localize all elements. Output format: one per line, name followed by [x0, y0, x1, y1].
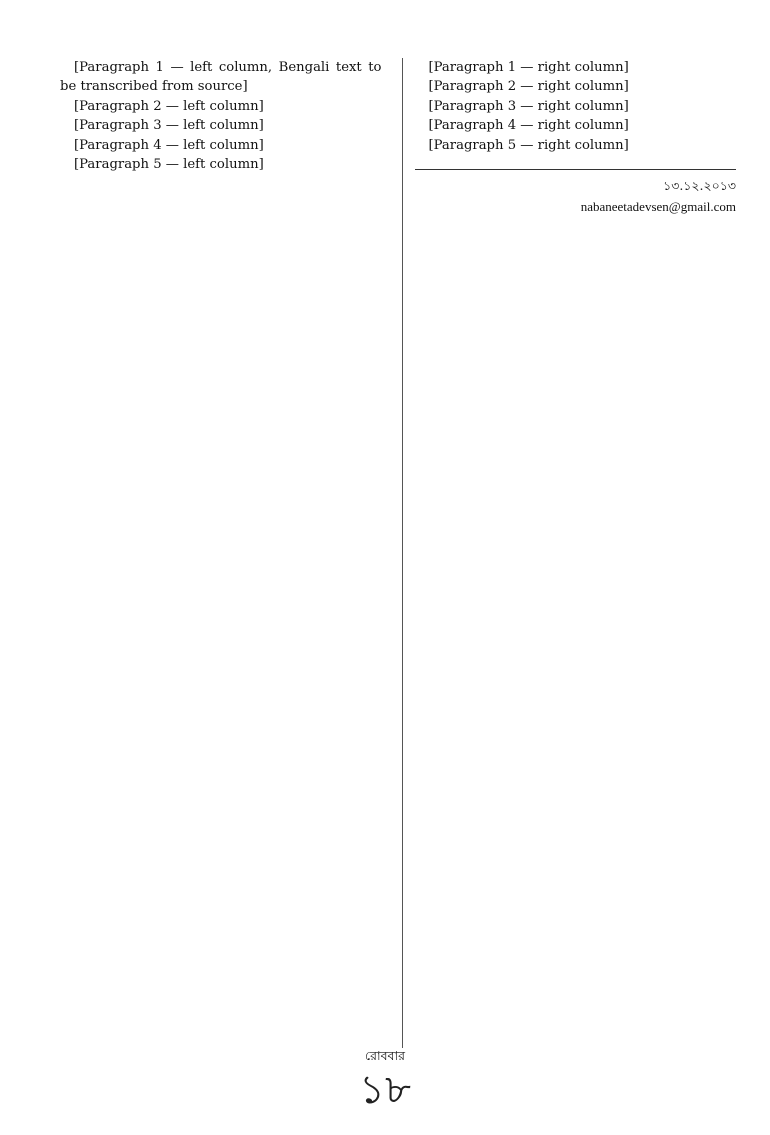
article-date: ১৩.১২.২০১৩: [663, 178, 736, 194]
article-paragraph: [Paragraph 2 — right column]: [428, 79, 629, 95]
article-paragraph: [Paragraph 3 — right column]: [428, 98, 629, 114]
article-paragraph: [Paragraph 1 — left column, Bengali text to be transcribed from source]: [60, 60, 382, 95]
article-columns: [60, 58, 736, 1048]
signature-divider: [415, 169, 737, 170]
article-paragraph: [Paragraph 5 — right column]: [428, 137, 629, 153]
page-number: ১৮: [359, 1067, 411, 1113]
page-footer: [0, 1048, 770, 1112]
article-paragraph: [Paragraph 2 — left column]: [74, 98, 264, 114]
article-paragraph: [Paragraph 3 — left column]: [74, 118, 264, 134]
article-paragraph: [Paragraph 5 — left column]: [74, 157, 264, 173]
article-paragraph: [Paragraph 1 — right column]: [428, 60, 629, 75]
author-email: nabaneetadevsen@gmail.com: [580, 199, 736, 215]
article-column-left: [60, 58, 382, 1048]
article-column-right: [402, 58, 737, 1048]
article-paragraph: [Paragraph 4 — right column]: [428, 118, 629, 134]
publication-name: রোববার: [365, 1048, 405, 1063]
article-paragraph: [Paragraph 4 — left column]: [74, 137, 264, 153]
